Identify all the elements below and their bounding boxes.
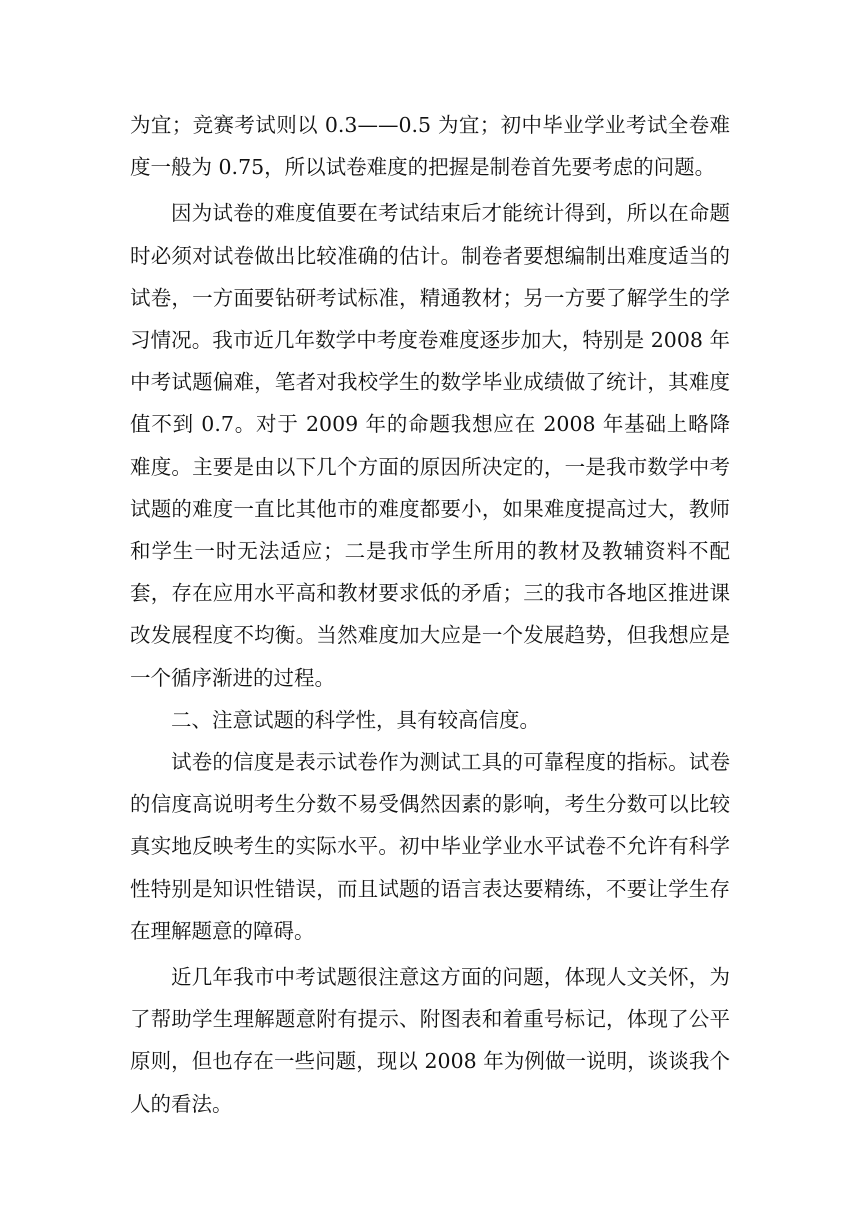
- paragraph-reliability-definition: 试卷的信度是表示试卷作为测试工具的可靠程度的指标。试卷的信度高说明考生分数不易受偶然因素的影响，考生分数可以比较真实地反映考生的实际水平。初中毕业学业水平试卷不允许有科学性特别是知识性错误，而且试题的语言表达要精练，不要让学生存在理解题意的障碍。: [130, 750, 730, 943]
- paragraph-difficulty-estimation: 因为试卷的难度值要在考试结束后才能统计得到，所以在命题时必须对试卷做出比较准确的估计。制卷者要想编制出难度适当的试卷，一方面要钻研考试标准，精通教材；另一方要了解学生的学习情况。我市近几年数学中考度卷难度逐步加大，特别是 2008 年中考试题偏难，笔者对我校学生的数学毕业成绩做了统计，其难度值不到 0.7。对于 2009 年的命题我想应在 2008 年基础上略降难度。主要是由以下几个方面的原因所决定的，一是我市数学中考试题的难度一直比其他市的难度都要小，如果难度提高过大，教师和学生一时无法适应；二是我市学生所用的教材及教辅资料不配套，存在应用水平高和教材要求低的矛盾；三的我市各地区推进课改发展程度不均衡。当然难度加大应是一个发展趋势，但我想应是一个循序渐进的过程。: [130, 201, 730, 690]
- document-body: [130, 104, 730, 1125]
- paragraph-recent-exams: 近几年我市中考试题很注意这方面的问题，体现人文关怀，为了帮助学生理解题意附有提示、附图表和着重号标记，体现了公平原则，但也存在一些问题，现以 2008 年为例做一说明，谈谈我个人的看法。: [130, 965, 730, 1116]
- section-heading-reliability: 二、注意试题的科学性，具有较高信度。: [171, 707, 540, 732]
- paragraph-difficulty-ranges: 为宜；竞赛考试则以 0.3——0.5 为宜；初中毕业学业考试全卷难度一般为 0.75，所以试卷难度的把握是制卷首先要考虑的问题。: [130, 113, 730, 180]
